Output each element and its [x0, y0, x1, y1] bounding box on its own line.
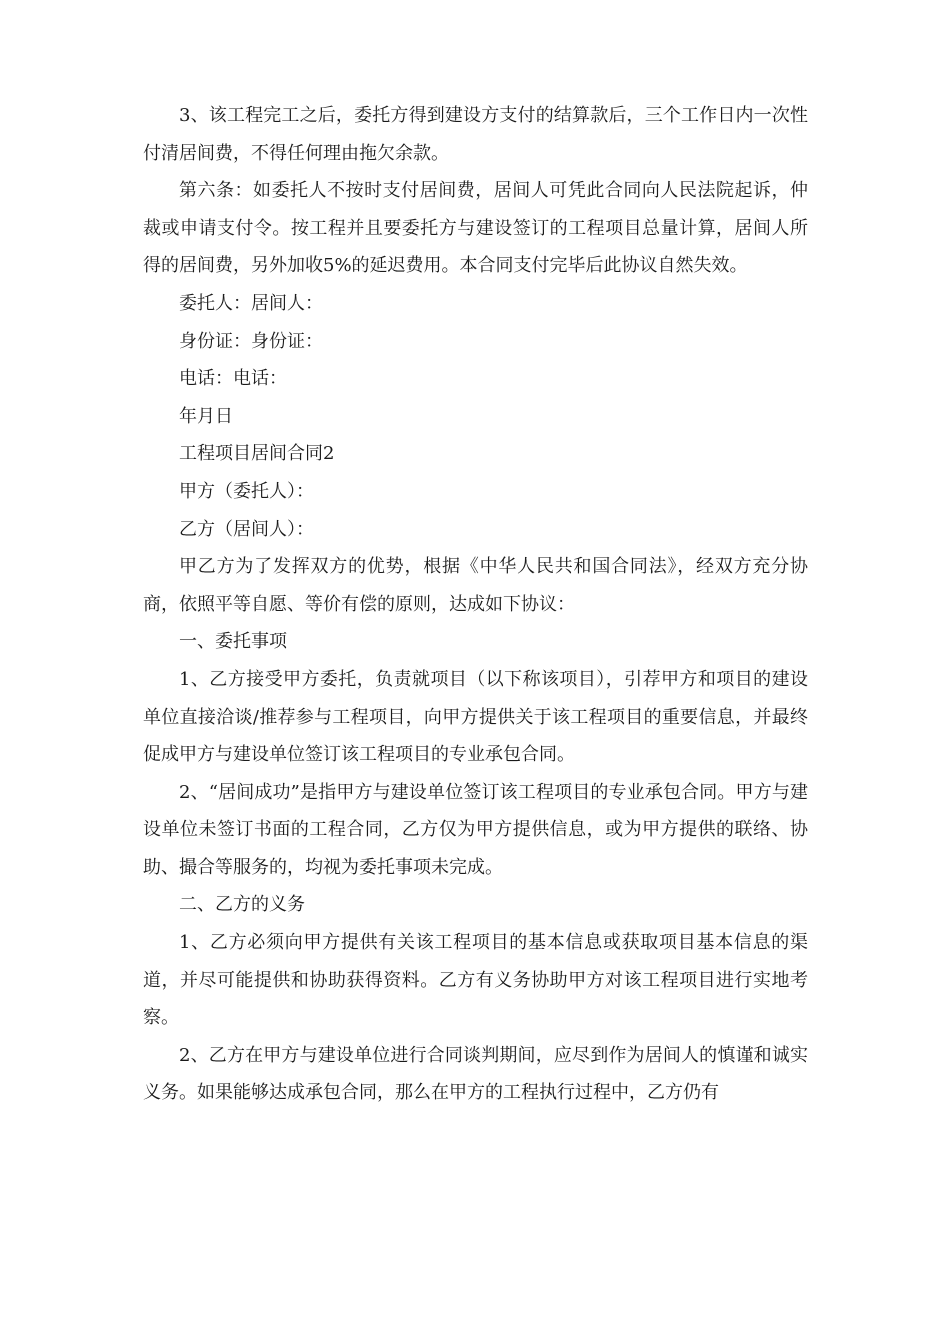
paragraph-preamble: 甲乙方为了发挥双方的优势，根据《中华人民共和国合同法》，经双方充分协商，依照平等自愿、等价有偿的原则，达成如下协议： — [143, 556, 808, 615]
paragraph-entrusted-item-2: 2、“居间成功”是指甲方与建设单位签订该工程项目的专业承包合同。甲方与建设单位未签订书面的工程合同，乙方仅为甲方提供信息，或为甲方提供的联络、协助、撮合等服务的，均视为委托事项未完成。 — [143, 781, 808, 878]
paragraph-obligation-2: 2、乙方在甲方与建设单位进行合同谈判期间，应尽到作为居间人的慎谨和诚实义务。如果能够达成承包合同，那么在甲方的工程执行过程中，乙方仍有 — [143, 1044, 808, 1104]
contract-2-title: 工程项目居间合同2 — [179, 443, 335, 465]
signature-line-parties: 委托人：居间人： — [179, 292, 323, 314]
party-b-line: 乙方（居间人）： — [179, 518, 314, 540]
party-a-line: 甲方（委托人）： — [179, 480, 314, 502]
signature-line-phone: 电话：电话： — [179, 368, 287, 390]
signature-line-id: 身份证：身份证： — [179, 330, 323, 352]
document-body — [143, 97, 808, 1112]
paragraph-clause-3-payment: 3、该工程完工之后，委托方得到建设方支付的结算款后，三个工作日内一次性付清居间费，不得任何理由拖欠余款。 — [143, 105, 808, 164]
section-heading-party-b-obligations: 二、乙方的义务 — [179, 894, 305, 916]
signature-line-date: 年月日 — [179, 405, 233, 427]
paragraph-article-6: 第六条：如委托人不按时支付居间费，居间人可凭此合同向人民法院起诉，仲裁或申请支付令。按工程并且要委托方与建设签订的工程项目总量计算，居间人所得的居间费，另外加收5%的延迟费用。本合同支付完毕后此协议自然失效。 — [143, 180, 808, 277]
paragraph-entrusted-item-1: 1、乙方接受甲方委托，负责就项目（以下称该项目），引荐甲方和项目的建设单位直接洽谈/推荐参与工程项目，向甲方提供关于该工程项目的重要信息，并最终促成甲方与建设单位签订该工程项目的专业承包合同。 — [143, 668, 808, 766]
section-heading-entrusted-matters: 一、委托事项 — [179, 631, 287, 653]
paragraph-obligation-1: 1、乙方必须向甲方提供有关该工程项目的基本信息或获取项目基本信息的渠道，并尽可能提供和协助获得资料。乙方有义务协助甲方对该工程项目进行实地考察。 — [143, 932, 808, 1029]
